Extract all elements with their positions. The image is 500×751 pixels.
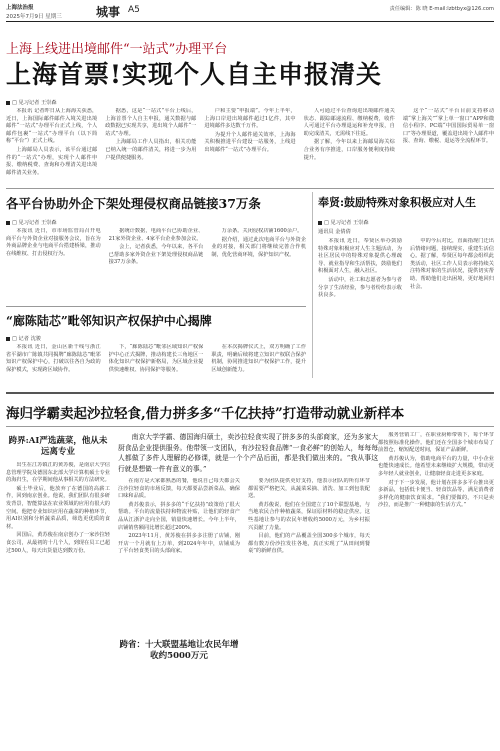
story2-col-3: 万余条。关闭侵权店铺1600余户。 据介绍，通过此次电商平台与外资企业的对接，相关部门将继续完善合作机制，优化营商环境，保护知识产权。 xyxy=(211,228,307,258)
story4-byline: □ 记者 沈骏 xyxy=(6,335,41,342)
story2-columns xyxy=(6,228,306,300)
feature-col-c: 要为团队提供更好支持，他表示团队的所有环节都需要严格把关，从蔬菜采摘、清洗、加工到包装配送。 黄苏俊说，他们在全国建立了10个联盟基地，与当地农民合作种植蔬菜，保证原材料的稳定供应。这些基地让参与的农民年增收约5000万元，为乡村振兴贡献了力量。 目前，他们的产品覆盖全国300多个城市，每天都有数万份沙拉发往各地，真正实现了“从田间到餐桌”的新鲜直供。 xyxy=(248,478,370,555)
bullet-square-icon xyxy=(6,221,10,225)
lead-columns xyxy=(6,108,494,178)
header-rule xyxy=(6,21,494,22)
story3-headline: 奉贤:鼓励特殊对象积极应对人生 xyxy=(318,196,477,209)
lead-byline: □ 见习记者 王崇森 xyxy=(6,99,57,106)
feature-subhead-2: 跨省：十大联盟基地让农民年增收约5000万元 xyxy=(119,640,239,661)
lead-col-2: 据悉，这是“一站式”平台上线后，上海首票个人自主申报，通关数据与邮政数据已实现共享，进出境个人邮件“一站式”办理。 上海邮局工作人员指出，相关功能已纳入统一的邮件清关，将进一步为用户提供便捷服务。 xyxy=(105,108,197,161)
bullet-square-icon xyxy=(6,101,10,105)
story3-col-2: 中的今后对比，直面指现门迁出后情绪问题，接纳现实，重建生活信心。据了解，奉贤区每年都会组织此类活动，社区工作人员表示将持续关注特殊对象的生活状况，提供切实帮助，帮助他们走出困境，更好地回归社会。 xyxy=(410,238,494,290)
feature-subhead-1: 跨界:AI严选蔬菜，他从未远离专业 xyxy=(8,436,108,457)
story2-bottom-rule xyxy=(6,306,306,307)
story3-byline: □ 见习记者 王崇森 xyxy=(318,219,369,226)
mid-rule xyxy=(6,392,494,394)
feature-col-d: 服务营销工厂，在职业厨师带领下，每个环节都按照标准化操作。他们还在全国多个城市布局了前置仓，缩短配送时间，保证产品新鲜。 黄苏俊认为，借助电商平台的力量，中小企业也能快速成长。他希望未来继续扩大规模，带动更多年轻人就业创业，让健康轻食走进更多家庭。 对于下一步发展，他计划在拼多多平台推出更多新品，包括低卡便当、轻食饮品等，满足消费者多样化的健康饮食需求。“我们要做的，不只是卖沙拉，而是推广一种健康的生活方式。” xyxy=(378,432,494,509)
bullet-square-icon xyxy=(318,221,322,225)
story2-headline: 各平台协助外企下架处理侵权商品链接37万条 xyxy=(6,196,261,211)
story2-col-2: 据统计数据，电商平台已协助企业、21家外资企业、4家平台企业参加会议。 会上，记者获悉，今年以来，各平台已帮助多家外资企业下架处理侵权商品链接37万余条。 xyxy=(108,228,204,266)
story3-columns xyxy=(318,238,494,378)
story4-columns xyxy=(6,344,306,386)
feature-col-a: 出生在江苏镇江的黄苏俊，是南京大学信息管理学院及德国东北部大学计算机硕士专业的海归生，在学期间他从事相关的方法研究。 硕士毕业后，他放弃了在德国的高薪工作，回到南京创业。他说，我们团队有很多研发背景，智能算法在农业领域的应用有很大的空间。他把专业知识应用在蔬菜的种植环节，用AI识别和分析蔬菜品质，筛选更优质的食材。 回国后，黄苏俊在南京创办了一家沙拉轻食公司，从最初的十几个人，到现在员工已超过500人，每天出货量达到数万份。 xyxy=(6,462,110,554)
column-divider xyxy=(312,192,313,378)
feature-intro: 南京大学学霸、德国海归硕士，卖沙拉轻食实现了拼多多的头部商家，还为多家大厨食品企业提供服务。他带领一支团队，有沙拉轻食品牌“一食必鲜”的创始人，每每每人都做了多件人理解的必修课，就是一个个产品后面，都是我们做出来的。“我从事这行就是想做一件有意义的事。” xyxy=(118,433,378,472)
story4-headline: “廊陈陆芯”毗邻知识产权保护中心揭牌 xyxy=(6,314,212,328)
page-number: A5 xyxy=(128,5,140,15)
lead-col-5: 这个“一站式”平台目前支持移动端“掌上海关”“掌上单一窗口”APP和微信小程序、PC端“中国国际贸易单一窗口”等办理渠道，覆盖进出境个人邮件申报、查询、缴税、退运等全流程环节。 xyxy=(402,108,495,145)
story3-byline-2: 通讯员 金倩倩 xyxy=(318,229,351,235)
feature-title-rule xyxy=(6,426,494,427)
editor-info: 责任编辑：陈 晓 E-mail:lzbtbyx@126.com xyxy=(389,6,494,12)
paper-name: 上海法治报 xyxy=(6,5,34,11)
feature-headline: 海归学霸卖起沙拉轻食,借力拼多多“千亿扶持”打造带动就业新样本 xyxy=(6,406,405,422)
lead-col-1: 本报讯 记者昨日从上海海关获悉，近日，上海国际邮件邮件入境关进出境邮件“一站式”办理平台正式上线，个人邮件包裹“一站式”办理平台（以下简称“平台”）正式上线。 上海邮局人员表示，该平台通过邮件的“一站式”办理，实现个人邮件申报、缴纳税费、查询和办理清关进出境邮件清关业务。 xyxy=(6,108,98,176)
lead-col-3: 户和主要“申报端”。今年上半年，上海口岸进出境邮件超过1亿件，其中进境邮件多达数千万件。 为提升个人邮件通关效率，上海海关积极推进平台建设一站服务，上线进出境邮件“一站式”办理平台。 xyxy=(204,108,296,153)
story4-col-1: 本报讯 近日，金山区新干线与浙江省平湖市广陈镇共同揭牌“廊陈陆芯”毗邻知识产权保护中心，打破以往各自为政的保护模式，实现跨区域协作。 xyxy=(6,344,101,373)
section-name: 城事 xyxy=(96,5,121,19)
lead-headline: 上海首票!实现个人自主申报清关 xyxy=(6,60,382,89)
issue-date: 2025年7月9日 星期三 xyxy=(6,14,62,20)
bullet-square-icon xyxy=(6,337,10,341)
lead-kicker: 上海上线进出境邮件“一站式”办理平台 xyxy=(6,42,228,57)
lead-col-4: 人可通过平台查询进出境邮件通关状态、跟踪邮递流程、缴纳税费，收件人可通过平台办理退运和补充申报，自助完成清关，无需线下往返。 据了解，今年以来上海邮局海关综合业务有序推进，口岸服务便利度持续提升。 xyxy=(303,108,395,161)
feature-col-b: 在南方是大家都熟悉的餐，他说自己每天都会关注沙拉轻食的市场反馈，每天都要品尝新菜品，确保口味和品质。 黄苏俊表示，拼多多的“千亿扶持”政策给了很大帮助。平台的流量扶持和物流补贴，让他们的轻食产品从江浙沪走向全国，销量快速增长。今年上半年，店铺销售额同比增长超过200%。 2023年11月，黄苏俊在拼多多注册了店铺，刚开店一个月就有上万单，到2024年年中，店铺成为了平台轻食类目的头部商家。 xyxy=(118,478,240,555)
story4-col-3: 在本次揭牌仪式上，双方明确了工作职责，明确后续将建立知识产权联合保护机制，协同推进知识产权保护工作，提升区域创新能力。 xyxy=(211,344,307,373)
lead-bottom-rule xyxy=(6,188,494,189)
story2-byline: □ 见习记者 王崇森 xyxy=(6,219,57,226)
story2-col-1: 本报讯 近日，市市场监管局召开电商平台与外资企业对接服务会议，旨在为外商品牌企业与电商平台搭建桥梁，推动在线维权、打击侵权行为。 xyxy=(6,228,101,257)
story4-col-2: 下，“廊陈陆芯”毗邻区域知识产权保护中心正式揭牌，推动构建长三角地区一体化知识产权保护新格局，为区域企业提供快速维权、协同保护等服务。 xyxy=(108,344,204,373)
story3-col-1: 本报讯 近日，奉贤区举办鼓励特殊对象积极应对人生主题活动，为社区居民中的特殊对象提供心理疏导、就业指导和生活帮扶，鼓励他们积极面对人生，融入社区。 活动中，社工和志愿者为参与者分享了生活经验，参与者纷纷表示收获良多。 xyxy=(318,238,402,299)
